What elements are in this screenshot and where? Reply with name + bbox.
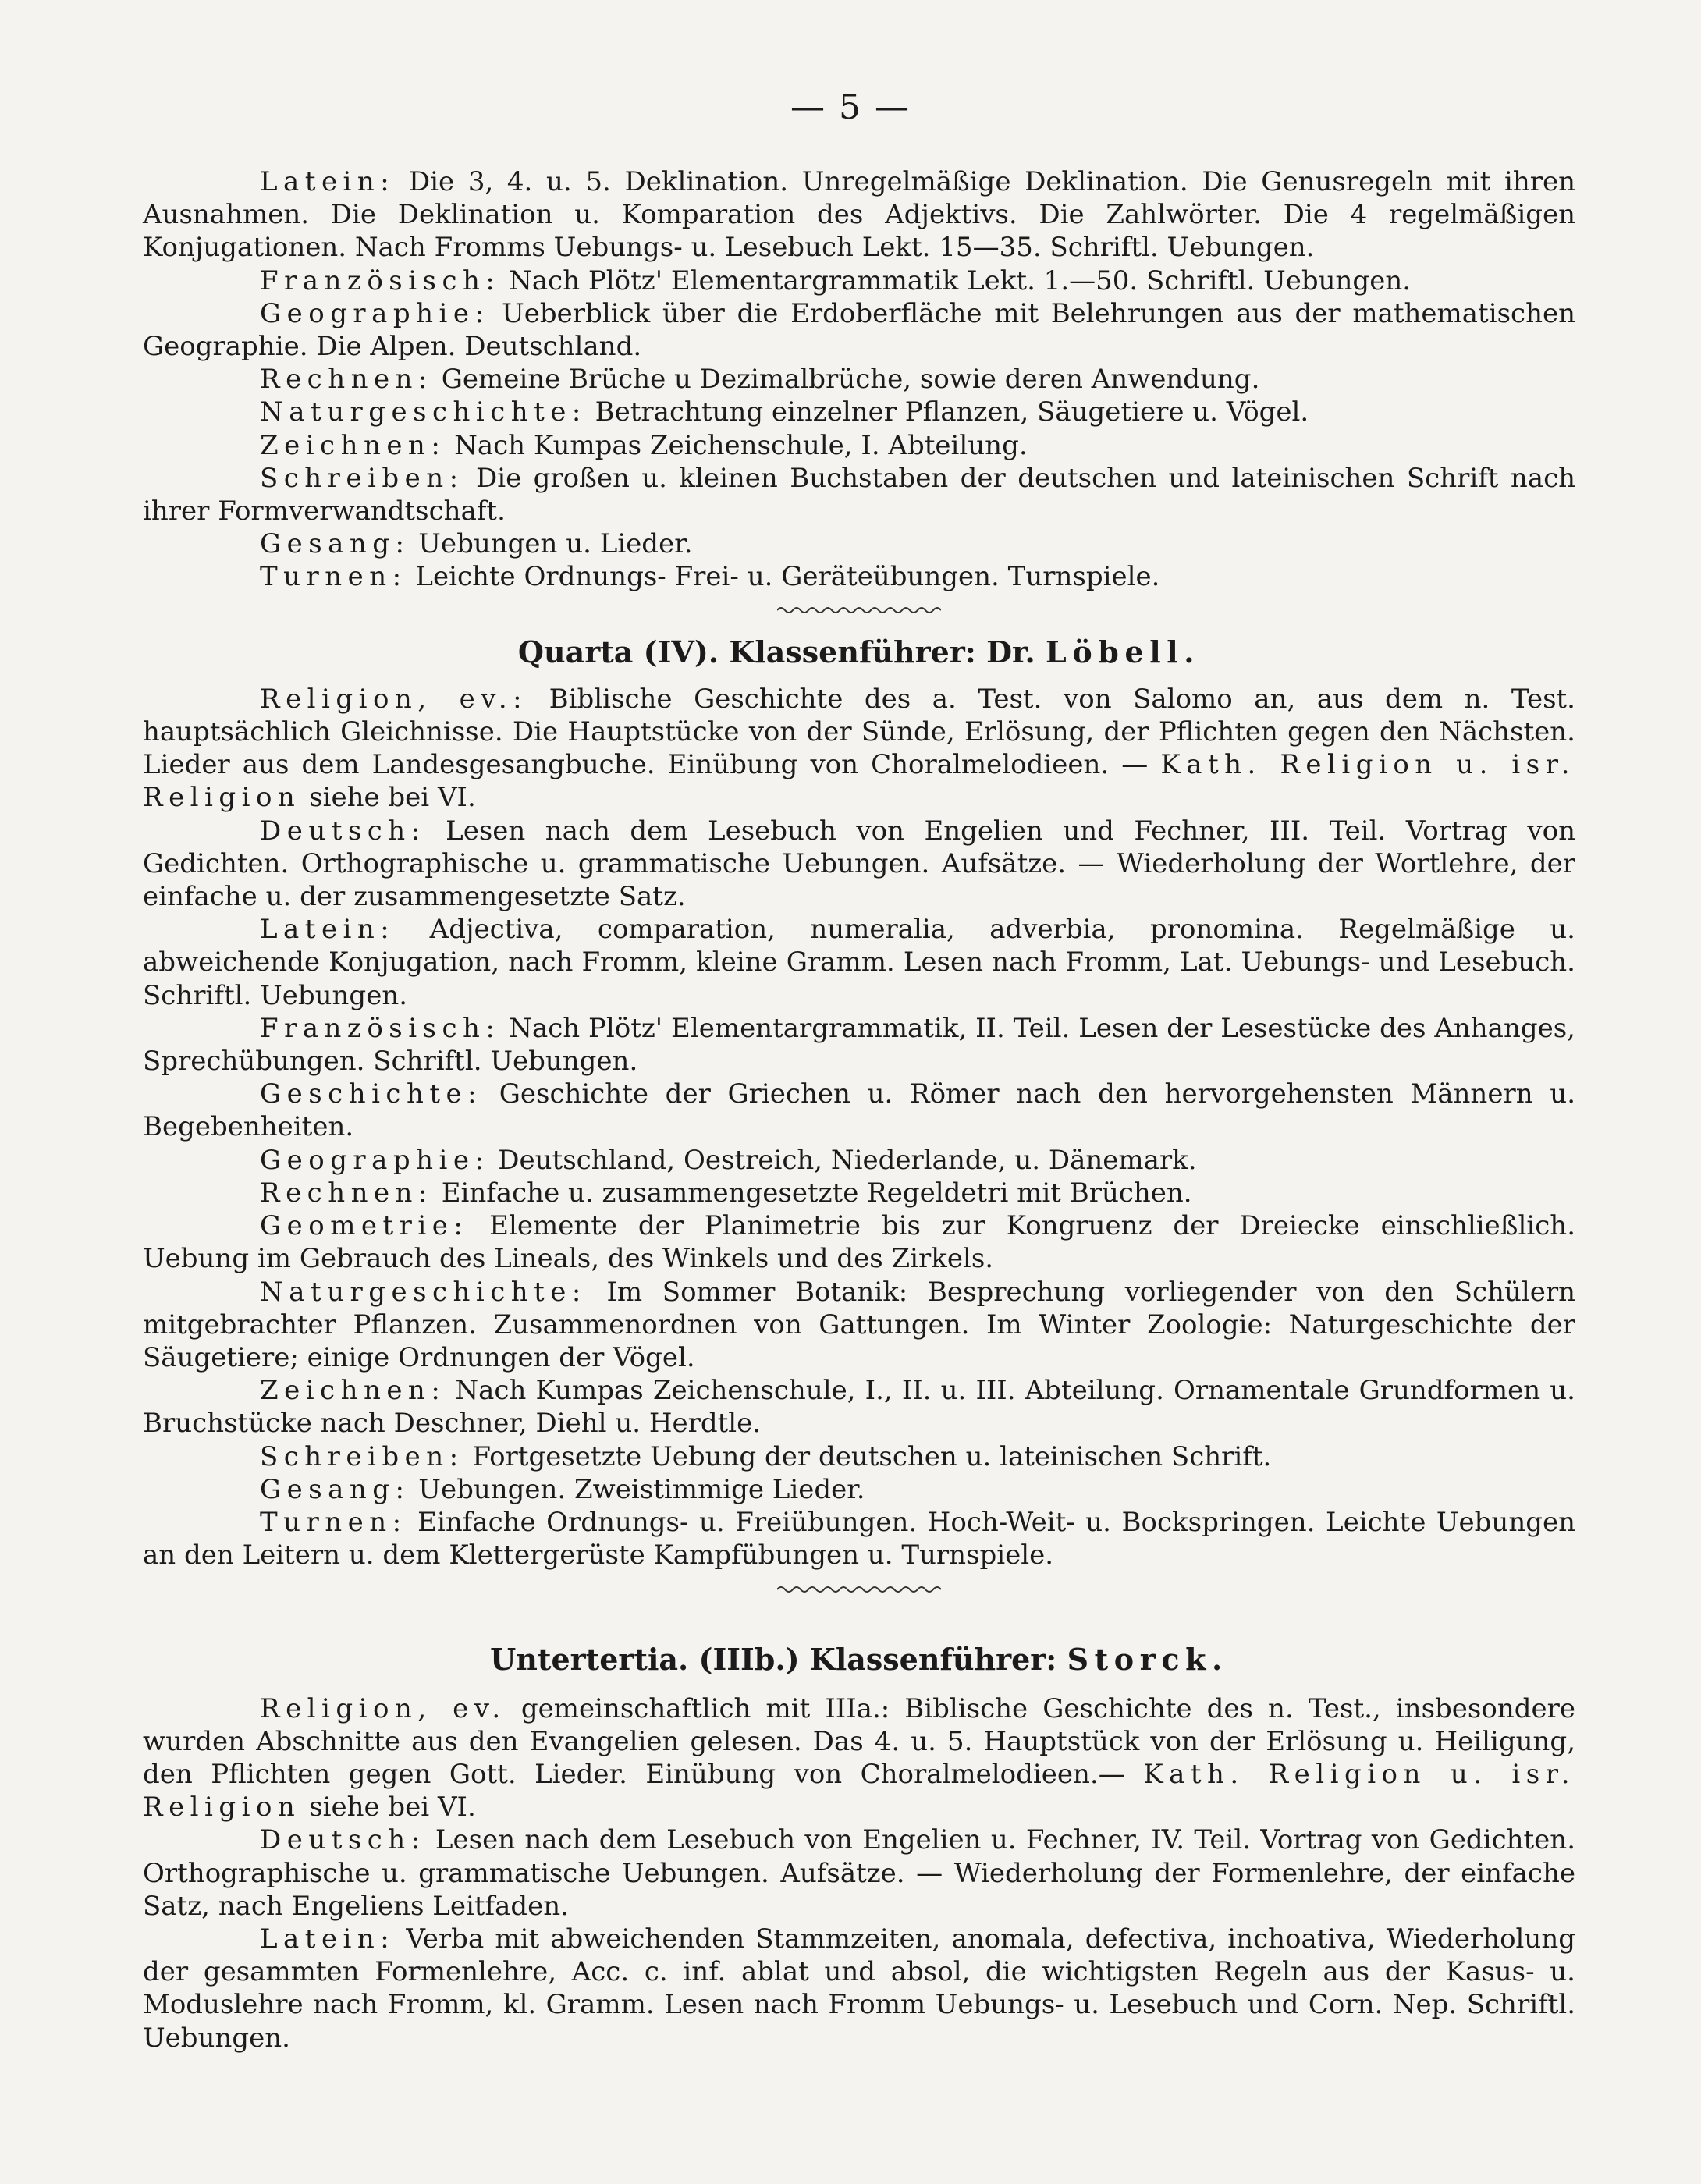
paragraph-latein <box>143 913 1575 1012</box>
paragraph-geometrie <box>143 1209 1575 1275</box>
paragraph-gesang <box>143 527 1575 560</box>
heading-untertertia <box>143 1643 1575 1676</box>
paragraph-text: Nach Kumpas Zeichenschule, I. Abteilung. <box>454 429 1028 461</box>
subject-label: Französisch: <box>260 1012 501 1044</box>
paragraph-text: Geschichte der Griechen u. Römer nach den hervorgehensten Männern u. Begebenheiten. <box>143 1078 1576 1143</box>
subject-label: Naturgeschichte: <box>260 1276 587 1308</box>
subject-label: Französisch: <box>260 265 501 297</box>
paragraph-turnen <box>143 560 1575 593</box>
section-quarta <box>143 683 1575 1571</box>
paragraph-naturgeschichte <box>143 396 1575 428</box>
heading-title: Quarta (IV). Klassenführer: Dr. <box>517 634 1035 669</box>
paragraph-text: Gemeine Brüche u Dezimalbrüche, sowie deren Anwendung. <box>441 364 1260 396</box>
paragraph-text: Nach Plötz' Elementargrammatik, II. Teil. Lesen der Lesestücke des Anhanges, Sprechübungen. Schriftl. Uebungen. <box>143 1012 1575 1078</box>
paragraph-religion <box>143 683 1575 815</box>
subject-label: Latein: <box>260 166 396 197</box>
page-number: — 5 — <box>790 87 911 127</box>
paragraph-text-tail: siehe bei VI. <box>309 782 476 814</box>
paragraph-text: Ueberblick über die Erdoberfläche mit Belehrungen aus der mathematischen Geographie. Die Alpen. Deutschland. <box>143 297 1576 363</box>
paragraph-text: Biblische Geschichte des a. Test. von Salomo an, aus dem n. Test. hauptsächlich Gleichnisse. Die Hauptstücke von der Sünde, Erlösung, der Pflichten gegen den Nächsten. Lieder aus dem Landesgesangbuche. Einübung von Choralmelodieen. — <box>143 683 1575 781</box>
section-untertertia <box>143 1692 1575 2054</box>
paragraph-text: gemeinschaftlich mit IIIa.: Biblische Geschichte des n. Test., insbesondere wurden Abschnitte aus den Evangelien gelesen. Das 4. u. 5. Hauptstück von der Erlösung u. Heiligung, den Pflichten gegen Gott. Lieder. Einübung von Choralmelodieen.— <box>143 1692 1575 1790</box>
paragraph-text: Nach Plötz' Elementargrammatik Lekt. 1.—50. Schriftl. Uebungen. <box>509 265 1412 297</box>
heading-title: Untertertia. (IIIb.) Klassenführer: <box>490 1642 1057 1678</box>
paragraph-text: Adjectiva, comparation, numeralia, adverbia, pronomina. Regelmäßige u. abweichende Konjugation, nach Fromm, kleine Gramm. Lesen nach Fromm, Lat. Uebungs- und Lesebuch. Schriftl. Uebungen. <box>143 914 1575 1011</box>
paragraph-text: Die großen u. kleinen Buchstaben der deutschen und lateinischen Schrift nach ihrer Formverwandtschaft. <box>143 462 1576 527</box>
paragraph-text: Deutschland, Oestreich, Niederlande, u. Dänemark. <box>498 1144 1197 1176</box>
paragraph-turnen <box>143 1506 1575 1571</box>
paragraph-text: Verba mit abweichenden Stammzeiten, anomala, defectiva, inchoativa, Wiederholung der gesammten Formenlehre, Acc. c. inf. ablat und absol, die wichtigsten Regeln aus der Kasus- u. Moduslehre nach Fromm, kl. Gramm. Lesen nach Fromm Uebungs- u. Lesebuch und Corn. Nep. Schriftl. Uebungen. <box>143 1923 1575 2054</box>
subject-label: Geographie: <box>260 1144 490 1176</box>
subject-label-kath: Kath. Religion u. isr. Religion <box>143 1758 1575 1824</box>
subject-label: Latein: <box>260 914 396 946</box>
subject-label: Gesang: <box>260 528 410 560</box>
section-sexta-cont <box>143 165 1575 594</box>
subject-label: Rechnen: <box>260 364 433 396</box>
paragraph-geographie <box>143 1144 1575 1177</box>
subject-label: Turnen: <box>260 561 407 593</box>
paragraph-text: Im Sommer Botanik: Besprechung vorliegender von den Schülern mitgebrachter Pflanzen. Zusammenordnen von Gattungen. Im Winter Zoologie: Naturgeschichte der Säugetiere; einige Ordnungen der Vögel. <box>143 1276 1575 1373</box>
subject-label: Religion, ev.: <box>260 683 528 715</box>
subject-label: Zeichnen: <box>260 1375 446 1407</box>
subject-label: Geometrie: <box>260 1210 469 1242</box>
page-body <box>143 165 1575 2054</box>
paragraph-text: Fortgesetzte Uebung der deutschen u. lateinischen Schrift. <box>472 1440 1272 1472</box>
paragraph-rechnen <box>143 1177 1575 1209</box>
subject-label: Deutsch: <box>260 815 426 847</box>
paragraph-text: Betrachtung einzelner Pflanzen, Säugetiere u. Vögel. <box>595 396 1309 428</box>
paragraph-latein <box>143 165 1575 265</box>
paragraph-schreiben <box>143 462 1575 527</box>
paragraph-gesang <box>143 1473 1575 1506</box>
paragraph-latein <box>143 1923 1575 2054</box>
subject-label: Gesang: <box>260 1473 410 1505</box>
subject-label: Rechnen: <box>260 1177 433 1209</box>
paragraph-text: Lesen nach dem Lesebuch von Engelien u. Fechner, IV. Teil. Vortrag von Gedichten. Orthographische u. grammatische Uebungen. Aufsätze. — Wiederholung der Formenlehre, der einfache Satz, nach Engeliens Leitfaden. <box>143 1824 1576 1922</box>
subject-label: Naturgeschichte: <box>260 396 587 428</box>
subject-label: Religion, ev. <box>260 1692 506 1724</box>
ornament-divider <box>777 1582 941 1596</box>
heading-teacher: Storck. <box>1067 1642 1228 1678</box>
paragraph-text: Einfache Ordnungs- u. Freiübungen. Hoch-Weit- u. Bockspringen. Leichte Uebungen an den Leitern u. dem Klettergerüste Kampfübungen u. Turnspiele. <box>143 1506 1575 1571</box>
subject-label: Geographie: <box>260 297 490 329</box>
paragraph-franzoesisch <box>143 265 1575 297</box>
paragraph-religion <box>143 1692 1575 1824</box>
paragraph-geschichte <box>143 1078 1575 1143</box>
subject-label: Geschichte: <box>260 1078 483 1110</box>
paragraph-text: Elemente der Planimetrie bis zur Kongruenz der Dreiecke einschließlich. Uebung im Gebrauch des Lineals, des Winkels und des Zirkels. <box>143 1210 1576 1275</box>
paragraph-text: Nach Kumpas Zeichenschule, I., II. u. III. Abteilung. Ornamentale Grundformen u. Bruchstücke nach Deschner, Diehl u. Herdtle. <box>143 1375 1575 1440</box>
heading-teacher: Löbell. <box>1046 634 1201 669</box>
paragraph-text: Lesen nach dem Lesebuch von Engelien und Fechner, III. Teil. Vortrag von Gedichten. Orthographische u. grammatische Uebungen. Aufsätze. — Wiederholung der Wortlehre, der einfache u. der zusammengesetzte Satz. <box>143 815 1575 913</box>
ornament-divider <box>777 603 941 617</box>
paragraph-rechnen <box>143 363 1575 396</box>
paragraph-text: Die 3, 4. u. 5. Deklination. Unregelmäßige Deklination. Die Genusregeln mit ihren Ausnahmen. Die Deklination u. Komparation des Adjektivs. Die Zahlwörter. Die 4 regelmäßigen Konjugationen. Nach Fromms Uebungs- u. Lesebuch Lekt. 15—35. Schriftl. Uebungen. <box>143 166 1575 264</box>
paragraph-text: Uebungen. Zweistimmige Lieder. <box>418 1473 865 1505</box>
subject-label: Schreiben: <box>260 1440 464 1472</box>
subject-label: Zeichnen: <box>260 429 446 461</box>
paragraph-schreiben <box>143 1440 1575 1473</box>
paragraph-zeichnen <box>143 1374 1575 1440</box>
paragraph-naturgeschichte <box>143 1276 1575 1375</box>
subject-label: Schreiben: <box>260 462 464 494</box>
subject-label: Deutsch: <box>260 1824 426 1856</box>
heading-quarta <box>143 636 1575 669</box>
paragraph-deutsch <box>143 815 1575 914</box>
paragraph-franzoesisch <box>143 1012 1575 1078</box>
subject-label: Turnen: <box>260 1506 407 1538</box>
paragraph-geographie <box>143 297 1575 363</box>
subject-label: Latein: <box>260 1923 396 1955</box>
paragraph-text-tail: siehe bei VI. <box>309 1792 476 1824</box>
paragraph-zeichnen <box>143 429 1575 462</box>
paragraph-text: Leichte Ordnungs- Frei- u. Geräteübungen. Turnspiele. <box>415 561 1160 593</box>
paragraph-text: Einfache u. zusammengesetzte Regeldetri mit Brüchen. <box>441 1177 1192 1209</box>
paragraph-text: Uebungen u. Lieder. <box>418 528 693 560</box>
paragraph-deutsch <box>143 1824 1575 1923</box>
subject-label-kath: Kath. Religion u. isr. Religion <box>143 749 1575 814</box>
